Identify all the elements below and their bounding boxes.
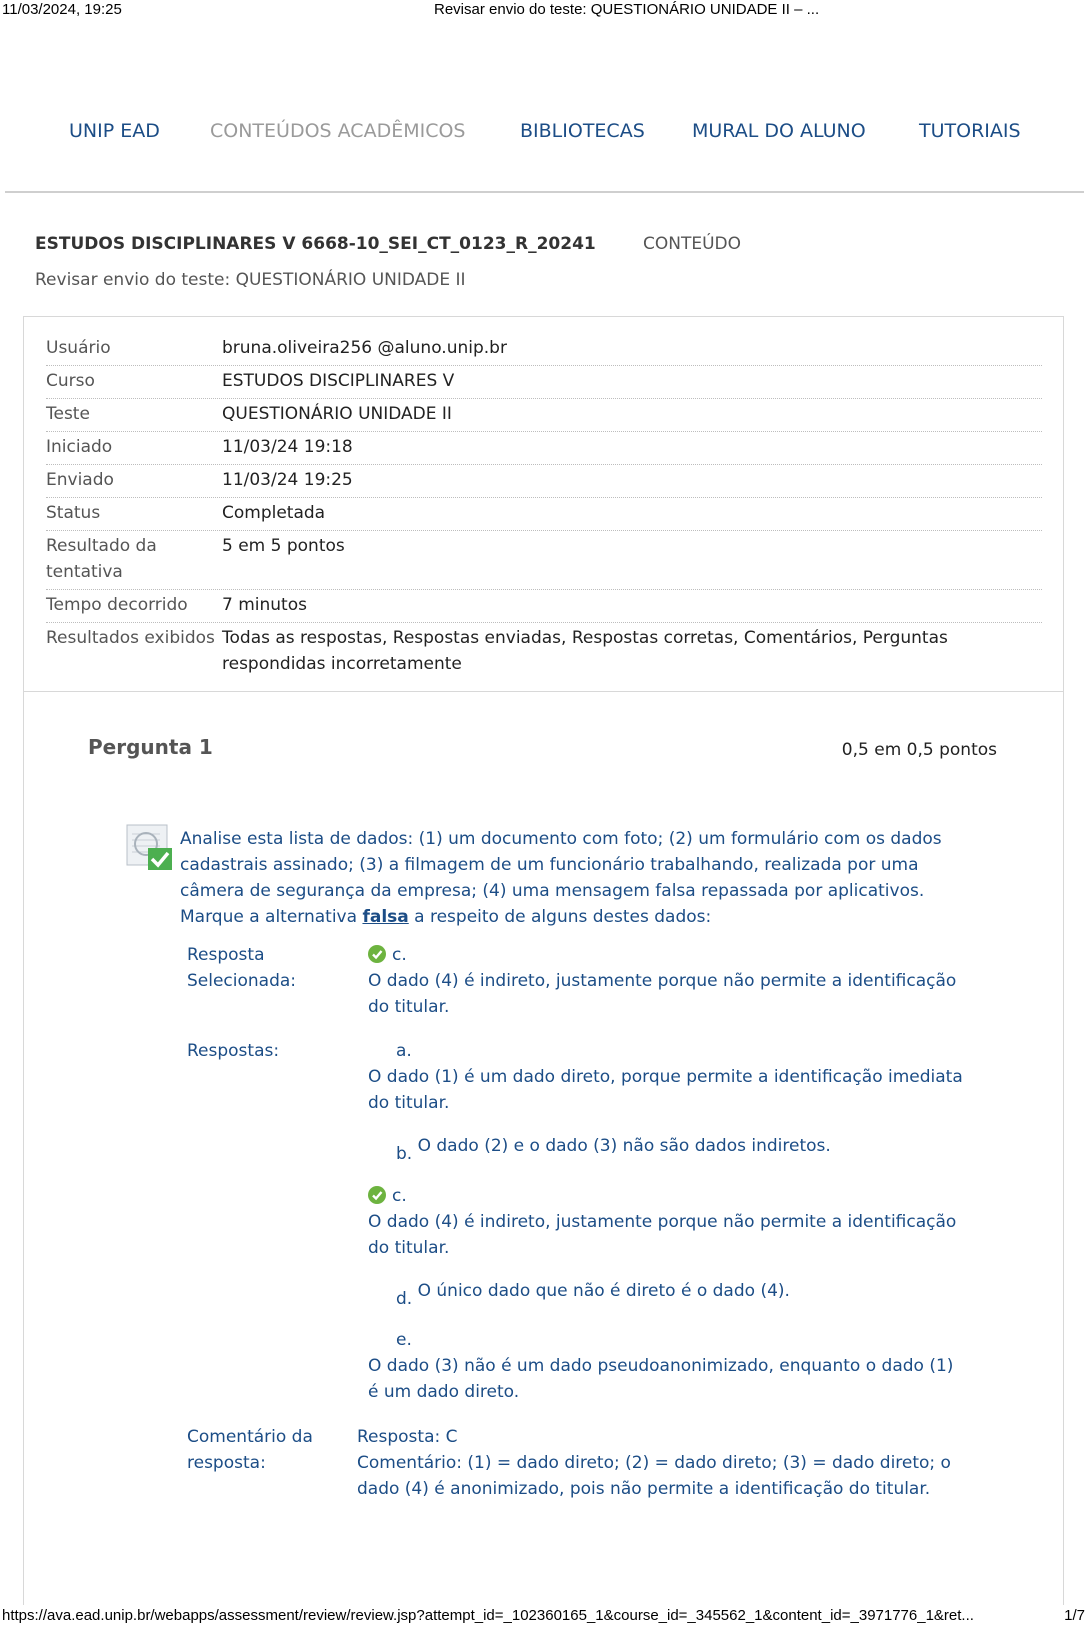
selected-answer [368,942,968,1020]
summary-label: Status [46,503,101,523]
print-header [0,0,1089,22]
summary-value: 5 em 5 pontos [222,536,345,556]
summary-label: Curso [46,371,95,391]
page-subtitle: Revisar envio do teste: QUESTIONÁRIO UNIDADE II [35,270,466,290]
summary-row-iniciado [46,434,1042,465]
nav-unip-ead[interactable]: UNIP EAD [69,120,160,142]
summary-row-teste [46,401,1042,432]
answer-letter: a. [396,1041,412,1061]
answer-option-e [368,1327,968,1405]
print-footer [0,1605,1089,1629]
answer-text: O único dado que não é direto é o dado (4). [417,1281,790,1301]
summary-row-enviado [46,467,1042,498]
comment-label: Comentário da resposta: [187,1427,313,1473]
course-title[interactable]: ESTUDOS DISCIPLINARES V 6668-10_SEI_CT_0123_R_20241 [35,234,596,254]
comment-answer: Resposta: C [357,1427,458,1447]
summary-value: bruna.oliveira256 @aluno.unip.br [222,338,507,358]
question-title: Pergunta 1 [88,735,213,759]
nav-mural-do-aluno[interactable]: MURAL DO ALUNO [692,120,866,142]
answer-option-c [368,1183,968,1261]
summary-label: Resultado da tentativa [46,536,157,582]
answer-option-d [368,1278,968,1309]
summary-row-resultados-exibidos [46,625,1042,681]
nav-conteudos-academicos[interactable]: CONTEÚDOS ACADÊMICOS [210,120,466,142]
correct-check-icon [368,945,386,963]
selected-answer-text: O dado (4) é indireto, justamente porque não permite a identificação do titular. [368,971,957,1017]
question-text [180,826,970,930]
question-text-before: Analise esta lista de dados: (1) um documento com foto; (2) um formulário com os dados cadastrais assinado; (3) a filmagem de um funcionário trabalhando, realizada por uma câmera de segurança da empresa; (4) uma mensagem falsa repassada por aplicativos. Marque a alternativa [180,829,942,927]
print-page-number: 1/7 [1064,1607,1085,1624]
question-points: 0,5 em 0,5 pontos [841,740,997,760]
nav-tutoriais[interactable]: TUTORIAIS [919,120,1021,142]
summary-label: Teste [46,404,90,424]
answer-letter: e. [396,1330,412,1350]
course-content-link[interactable]: CONTEÚDO [643,234,742,254]
summary-value: 7 minutos [222,595,307,615]
answer-letter: c. [392,1186,407,1206]
answer-letter: d. [396,1289,413,1309]
summary-value: ESTUDOS DISCIPLINARES V [222,371,455,391]
summary-row-status [46,500,1042,531]
top-navigation [0,112,1089,152]
summary-label: Tempo decorrido [46,595,188,615]
nav-divider [5,191,1084,193]
summary-row-usuario [46,335,1042,366]
summary-value: 11/03/24 19:18 [222,437,353,457]
summary-label: Enviado [46,470,114,490]
print-doc-title: Revisar envio do teste: QUESTIONÁRIO UNIDADE II – ... [434,1,820,18]
comment [357,1424,967,1502]
summary-value: 11/03/24 19:25 [222,470,353,490]
answer-text: O dado (1) é um dado direto, porque permite a identificação imediata do titular. [368,1067,963,1113]
answer-option-b [368,1133,968,1164]
answer-text: O dado (3) não é um dado pseudoanonimizado, enquanto o dado (1) é um dado direto. [368,1356,954,1402]
summary-row-tempo [46,592,1042,623]
answer-text: O dado (2) e o dado (3) não são dados indiretos. [417,1136,831,1156]
answer-text: O dado (4) é indireto, justamente porque não permite a identificação do titular. [368,1212,957,1258]
selected-answer-label: Resposta Selecionada: [187,945,297,991]
answer-option-a [368,1038,968,1116]
correct-check-icon [368,1186,386,1204]
summary-label: Iniciado [46,437,113,457]
correct-answer-icon [126,824,174,872]
summary-value: QUESTIONÁRIO UNIDADE II [222,404,452,424]
comment-text: Comentário: (1) = dado direto; (2) = dado direto; (3) = dado direto; o dado (4) é anonimizado, pois não permite a identificação do titular. [357,1453,951,1499]
nav-bibliotecas[interactable]: BIBLIOTECAS [520,120,645,142]
summary-row-resultado [46,533,1042,590]
print-url: https://ava.ead.unip.br/webapps/assessment/review/review.jsp?attempt_id=_102360165_1&course_id=_345562_1&content_id=_3971776_1&ret... [2,1607,974,1624]
summary-label: Resultados exibidos [46,628,215,648]
question-text-emphasis: falsa [362,907,409,927]
question-text-after: a respeito de alguns destes dados: [414,907,712,927]
print-datetime: 11/03/2024, 19:25 [2,1,122,18]
summary-row-curso [46,368,1042,399]
selected-answer-letter: c. [392,945,407,965]
summary-value: Todas as respostas, Respostas enviadas, Respostas corretas, Comentários, Perguntas respondidas incorretamente [222,628,948,674]
attempt-summary [23,316,1064,692]
answers-label: Respostas: [187,1041,280,1061]
answer-letter: b. [396,1144,413,1164]
summary-label: Usuário [46,338,111,358]
summary-value: Completada [222,503,326,523]
